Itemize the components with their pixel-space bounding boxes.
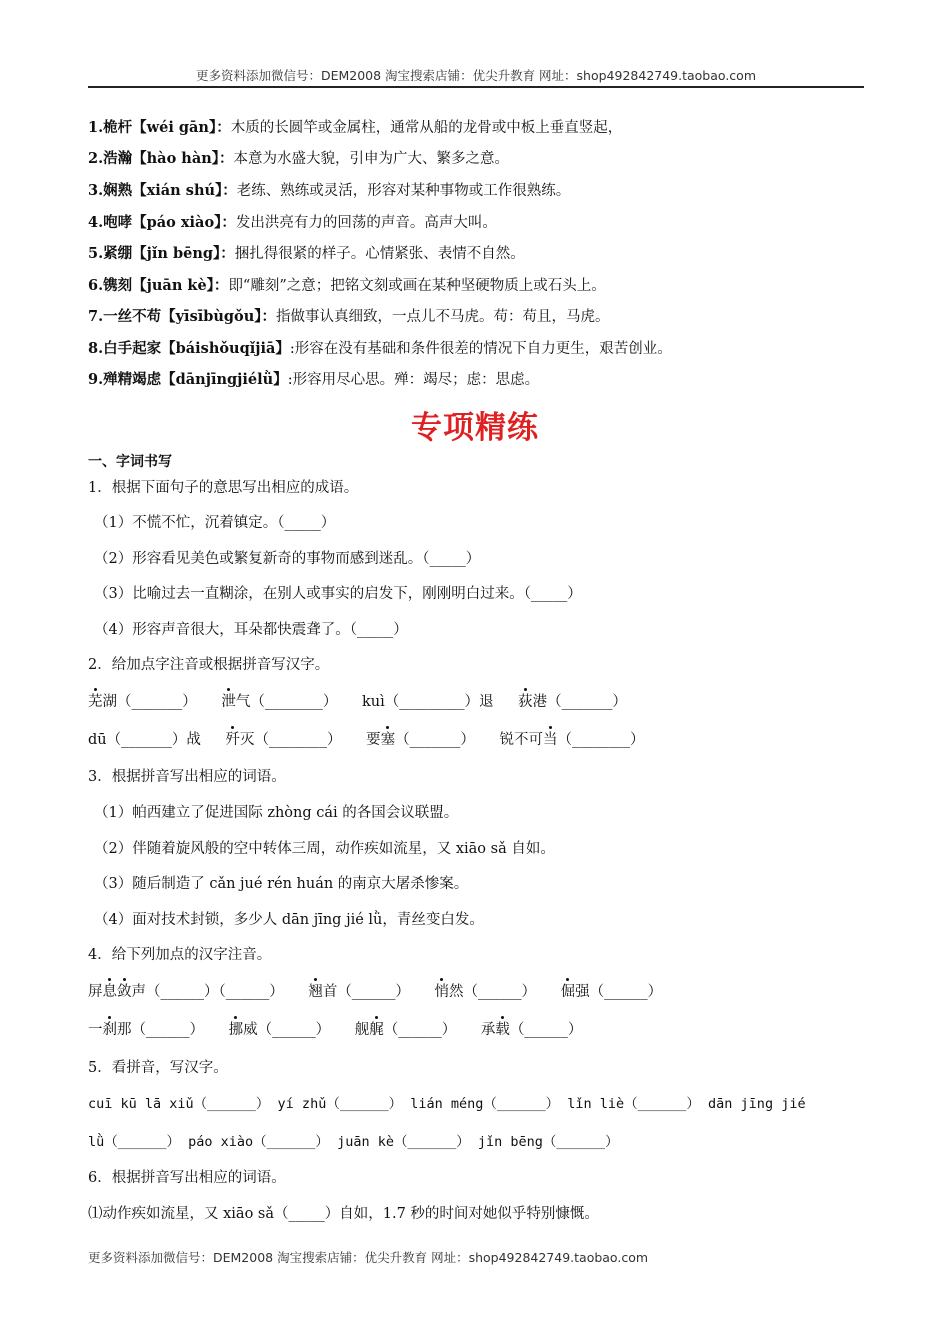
question-item: （3）比喻过去一直糊涂，在别人或事实的启发下，刚刚明白过来。（_____） <box>94 586 582 602</box>
answer-item <box>355 1022 457 1038</box>
answer-blank: 灭（________） <box>239 732 342 748</box>
vocab-definition: 指做事认真细致，一点儿不马虎。苟：苟且，马虎。 <box>276 309 610 325</box>
answer-item <box>225 732 341 748</box>
vocab-term: 8.白手起家【báishǒuqǐjiā】 <box>88 340 290 357</box>
vocab-definition: :形容用尽心思。殚：竭尽；虑：思虑。 <box>287 372 540 388</box>
vocab-term: 1.桅杆【wéi gān】： <box>88 119 231 136</box>
answer-item <box>561 984 663 1000</box>
vocab-item <box>88 244 525 264</box>
answer-blank: 湖（_______） <box>102 694 197 710</box>
vocab-definition: 发出洪亮有力的回荡的声音。高声大叫。 <box>235 215 497 231</box>
answer-blank: 强（______） <box>575 984 663 1000</box>
header-rule <box>88 86 864 88</box>
vocab-definition: 老练、熟练或灵活，形容对某种事物或工作很熟练。 <box>236 183 571 199</box>
question-item: ⑴动作疾如流星，又 xiāo sǎ（_____）自如，1.7 秒的时间对她似乎特别慷慨。 <box>88 1206 599 1222</box>
dotted-char: 刹 <box>102 1022 117 1038</box>
plain-char: 承 <box>480 1022 496 1038</box>
answer-blank: 威（______） <box>243 1022 331 1038</box>
vocab-term: 9.殚精竭虑【dānjīngjiélǜ】 <box>88 371 288 388</box>
vocab-term: 3.娴熟【xián shú】： <box>88 182 237 199</box>
vocab-definition: 捆扎得很紧的样子。心情紧张、表情不自然。 <box>234 246 525 262</box>
answer-item <box>88 1022 204 1038</box>
answer-item <box>88 694 197 710</box>
question-item: （2）伴随着旋风般的空中转体三周，动作疾如流星，又 xiāo sǎ 自如。 <box>94 841 555 857</box>
dotted-char: 塞 <box>380 732 396 748</box>
section-title: 专项精练 <box>411 410 539 446</box>
answer-blank: 声（______）（______） <box>131 984 284 1000</box>
answer-item <box>229 1022 331 1038</box>
dotted-char: 息 <box>102 984 117 1000</box>
answer-blank: （______） <box>383 1022 457 1038</box>
answer-blank: 然（______） <box>448 984 536 1000</box>
answer-blank: （_______） <box>395 732 475 748</box>
vocab-item <box>88 276 606 296</box>
question-row <box>88 730 664 750</box>
vocab-item <box>88 181 570 201</box>
dotted-char: 翘 <box>308 984 323 1000</box>
dotted-char: 芜 <box>88 694 103 710</box>
vocab-definition: 即“雕刻”之意；把铭文刻或画在某种坚硬物质上或石头上。 <box>228 278 606 294</box>
question-item: （1）不慌不忙，沉着镇定。（_____） <box>94 515 336 531</box>
question-row <box>88 1020 602 1040</box>
dotted-char: 歼 <box>225 732 240 748</box>
vocab-item <box>88 149 509 169</box>
question-prompt: 5．看拼音，写汉字。 <box>88 1060 228 1076</box>
answer-blank: （______） <box>509 1022 583 1038</box>
page-footer: 更多资料添加微信号：DEM2008 淘宝搜索店铺：优尖升教育 网址：shop492842749.taobao.com <box>88 1250 649 1265</box>
vocab-term: 4.咆哮【páo xiào】： <box>88 214 236 231</box>
vocab-item <box>88 307 610 327</box>
vocab-item <box>88 213 497 233</box>
dotted-char: 荻 <box>518 694 533 710</box>
answer-item: dū（_______）战 <box>88 732 201 748</box>
question-prompt: 1．根据下面句子的意思写出相应的成语。 <box>88 480 359 496</box>
answer-item: kuì（_________）退 <box>361 694 494 710</box>
dotted-char: 载 <box>495 1022 510 1038</box>
answer-item <box>481 1022 583 1038</box>
question-prompt: 3．根据拼音写出相应的词语。 <box>88 769 286 785</box>
vocab-item <box>88 370 539 390</box>
question-row <box>88 982 682 1002</box>
question-prompt: 2．给加点字注音或根据拼音写汉字。 <box>88 657 330 673</box>
vocab-item <box>88 118 622 138</box>
vocab-definition: 本意为水盛大貌，引申为广大、繁多之意。 <box>233 151 510 167</box>
answer-blank: 那（______） <box>117 1022 204 1038</box>
dotted-char: 当 <box>542 732 558 748</box>
answer-item <box>366 732 475 748</box>
answer-item <box>434 984 536 1000</box>
pinyin-row: lǜ（______） páo xiào（______） juān kè（______） jǐn bēng（______） <box>88 1134 619 1150</box>
pinyin-row: cuī kū lā xiǔ（______） yí zhǔ（______） lián méng（______） lǐn liè（______） dān jīng jié <box>88 1096 806 1112</box>
plain-char: 一 <box>88 1022 103 1038</box>
answer-item <box>518 694 627 710</box>
question-row <box>88 692 647 712</box>
plain-char: 屏 <box>88 984 103 1000</box>
dotted-char: 挪 <box>228 1022 244 1038</box>
answer-item <box>88 984 284 1000</box>
vocab-definition: :形容在没有基础和条件很差的情况下自力更生，艰苦创业。 <box>289 341 672 357</box>
dotted-char: 泄 <box>221 694 236 710</box>
vocab-item <box>88 339 672 359</box>
dotted-char: 倔 <box>560 984 576 1000</box>
answer-blank: （________） <box>557 732 645 748</box>
question-item: （1）帕西建立了促进国际 zhòng cái 的各国会议联盟。 <box>94 805 459 821</box>
vocab-definition: 木质的长圆竿或金属柱，通常从船的龙骨或中板上垂直竖起， <box>230 120 623 136</box>
vocab-term: 5.紧绷【jǐn bēng】： <box>88 245 235 262</box>
page-header: 更多资料添加微信号：DEM2008 淘宝搜索店铺：优尖升教育 网址：shop492842749.taobao.com <box>195 68 757 83</box>
question-item: （3）随后制造了 cǎn jué rén huán 的南京大屠杀惨案。 <box>94 876 469 892</box>
vocab-term: 7.一丝不苟【yīsībùgǒu】： <box>88 308 277 325</box>
question-item: （2）形容看见美色或繁复新奇的事物而感到迷乱。（_____） <box>94 551 481 567</box>
question-item: （4）形容声音很大，耳朵都快震聋了。（_____） <box>94 622 408 638</box>
dotted-char: 敛 <box>117 984 132 1000</box>
answer-item <box>221 694 337 710</box>
answer-item <box>308 984 410 1000</box>
section-heading: 一、字词书写 <box>88 454 172 470</box>
question-prompt: 6．根据拼音写出相应的词语。 <box>88 1170 286 1186</box>
dotted-char: 悄 <box>434 984 449 1000</box>
question-item: （4）面对技术封锁，多少人 dān jīng jié lǜ，青丝变白发。 <box>94 912 484 928</box>
plain-char: 要 <box>366 732 381 748</box>
plain-char: 锐不可 <box>499 732 543 748</box>
question-prompt: 4．给下列加点的汉字注音。 <box>88 947 272 963</box>
plain-char: 舰 <box>354 1022 370 1038</box>
answer-item <box>499 732 644 748</box>
answer-blank: 首（______） <box>322 984 410 1000</box>
dotted-char: 艉 <box>369 1022 384 1038</box>
answer-blank: 港（_______） <box>532 694 627 710</box>
vocab-term: 6.镌刻【juān kè】： <box>88 277 229 294</box>
vocab-term: 2.浩瀚【hào hàn】： <box>88 150 234 167</box>
answer-blank: 气（________） <box>235 694 338 710</box>
